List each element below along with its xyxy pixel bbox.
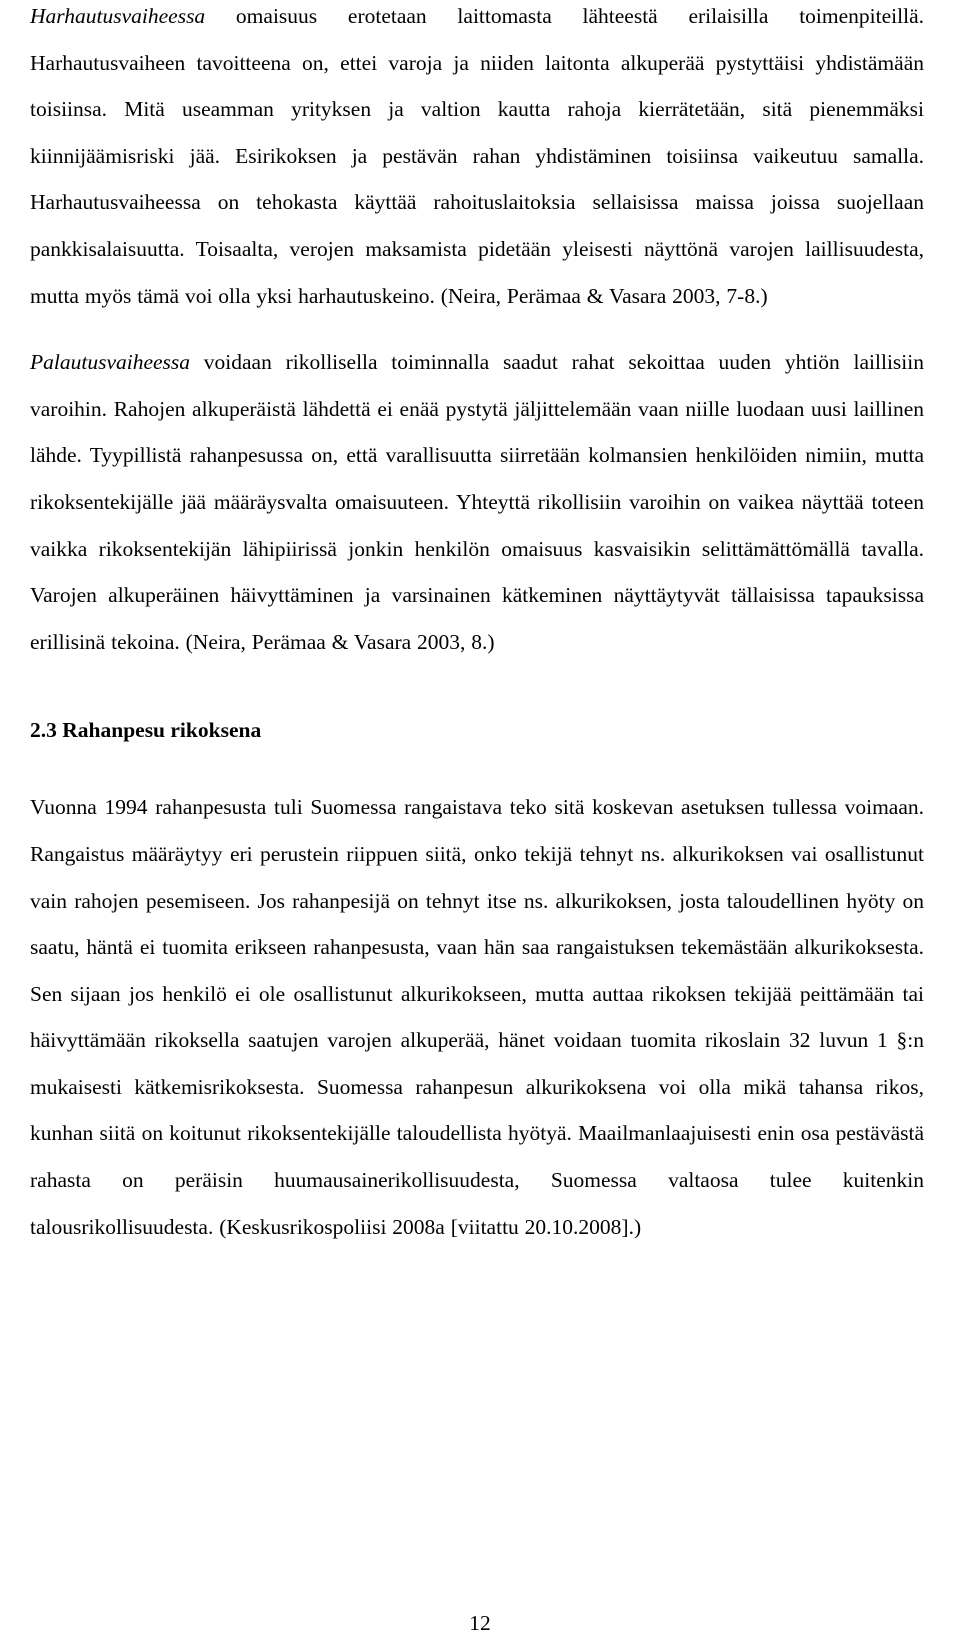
- paragraph-palautusvaihe: [30, 339, 924, 665]
- paragraph-rahanpesu-rikoksena: Vuonna 1994 rahanpesusta tuli Suomessa rangaistava teko sitä koskevan asetuksen tullessa voimaan. Rangaistus määräytyy eri perustein riippuen siitä, onko tekijä tehnyt ns. alkurikoksen vai osallistunut vain rahojen pesemiseen. Jos rahanpesijä on tehnyt itse ns. alkurikoksen, josta taloudellinen hyöty on saatu, häntä ei tuomita erikseen rahanpesusta, vaan hän saa rangaistuksen tekemästään alkurikoksesta. Sen sijaan jos henkilö ei ole osallistunut alkurikokseen, mutta auttaa rikoksen tekijää peittämään tai häivyttämään rikoksella saatujen varojen alkuperää, hänet voidaan tuomita rikoslain 32 luvun 1 §:n mukaisesti kätkemisrikoksesta. Suomessa rahanpesun alkurikoksena voi olla mikä tahansa rikos, kunhan siitä on koitunut rikoksentekijälle taloudellista hyötyä. Maailmanlaajuisesti enin osa pestävästä rahasta on peräisin huumausainerikollisuudesta, Suomessa valtaosa tulee kuitenkin talousrikollisuudesta. (Keskusrikospoliisi 2008a [viitattu 20.10.2008].): [30, 795, 924, 1239]
- term-palautusvaiheessa: Palautusvaiheessa: [30, 350, 191, 375]
- document-page: [30, 0, 924, 1250]
- paragraph-text: voidaan rikollisella toiminnalla saadut rahat sekoittaa uuden yhtiön laillisiin varoihin. Rahojen alkuperäistä lähdettä ei enää pystytä jäljittelemään vaan niille luodaan uusi laillinen lähde. Tyypillistä rahanpesussa on, että varallisuutta siirretään kolmansien henkilöiden nimiin, mutta rikoksentekijälle jää määräysvalta omaisuuteen. Yhteyttä rikollisiin varoihin on vaikea näyttää toteen vaikka rikoksentekijän lähipiirissä jonkin henkilön omaisuus kasvaisikin selittämättömällä tavalla. Varojen alkuperäinen häivyttäminen ja varsinainen kätkeminen näyttäytyvät tällaisissa tapauksissa erillisinä tekoina. (Neira, Perämaa & Vasara 2003, 8.): [30, 350, 924, 654]
- paragraph-text: omaisuus erotetaan laittomasta lähteestä erilaisilla toimenpiteillä. Harhautusvaiheen tavoitteena on, ettei varoja ja niiden laitonta alkuperää pystyttäisi yhdistämään toisiinsa. Mitä useamman yrityksen ja valtion kautta rahoja kierrätetään, sitä pienemmäksi kiinnijäämisriski jää. Esirikoksen ja pestävän rahan yhdistäminen toisiinsa vaikeutuu samalla. Harhautusvaiheessa on tehokasta käyttää rahoituslaitoksia sellaisissa maissa joissa suojellaan pankkisalaisuutta. Toisaalta, verojen maksamista pidetään yleisesti näyttönä varojen laillisuudesta, mutta myös tämä voi olla yksi harhautuskeino. (Neira, Perämaa & Vasara 2003, 7-8.): [30, 4, 924, 308]
- paragraph-harhautusvaihe: [30, 0, 924, 319]
- page-number: 12: [469, 1611, 491, 1635]
- term-harhautusvaiheessa: Harhautusvaiheessa: [30, 4, 206, 28]
- section-heading: 2.3 Rahanpesu rikoksena: [30, 718, 262, 743]
